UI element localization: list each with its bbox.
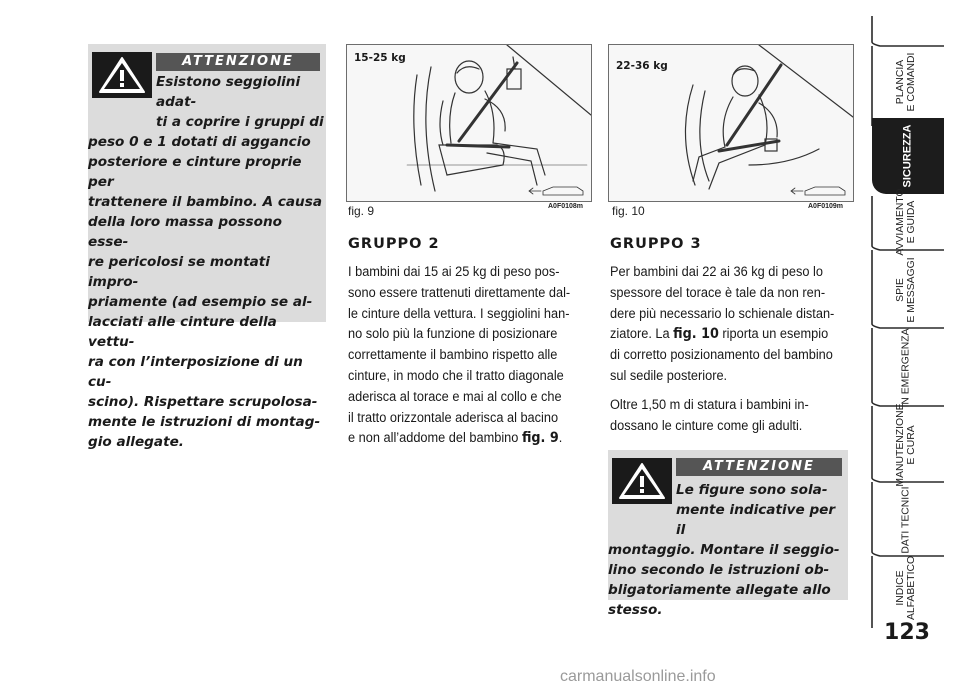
nav-tab-label: DATI TECNICI (900, 486, 912, 554)
page-number: 123 (884, 620, 930, 645)
warning-line: re pericolosi se montati impro- (88, 254, 270, 290)
paragraph-line: spessore del torace è tale da non ren- (610, 284, 826, 301)
figure-10-code: A0F0109m (808, 203, 844, 210)
nav-tab-dati-tecnici[interactable] (870, 484, 942, 556)
nav-tab-label: PLANCIA E COMANDI (895, 52, 917, 112)
warning-line: mente indicative per il (676, 502, 836, 538)
watermark: carmanualsonline.info (560, 668, 716, 685)
figure-9-weight-label: 15-25 kg (354, 52, 406, 64)
nav-tab-in-emergenza[interactable] (870, 330, 942, 406)
warning-box-left (88, 44, 326, 450)
paragraph-line: dere più necessario lo schienale distan- (610, 305, 835, 322)
warning-title: ATTENZIONE (676, 458, 842, 476)
gruppo-2-paragraph (348, 262, 591, 449)
gruppo-3-paragraph (610, 262, 853, 436)
nav-tab-sicurezza[interactable] (872, 118, 944, 194)
warning-line: montaggio. Montare il seggio- (608, 542, 840, 558)
nav-tab-indice-alfabetico[interactable] (870, 556, 942, 620)
warning-line: mente le istruzioni di montag- (88, 414, 321, 430)
paragraph-line: le cinture della vettura. I seggiolini han- (348, 305, 570, 322)
section-title-gruppo-2: GRUPPO 2 (348, 236, 440, 252)
warning-line: Esistono seggiolini adat- (156, 74, 301, 110)
paragraph-line: correttamente il bambino rispetto alle (348, 347, 558, 364)
warning-line: stesso. (608, 602, 663, 618)
paragraph-line: di corretto posizionamento del bambino (610, 347, 833, 364)
nav-tab-label: SICUREZZA (901, 124, 914, 188)
paragraph-line: cinture, in modo che il tratto diagonale (348, 367, 564, 384)
warning-line: scino). Rispettare scrupolosa- (88, 394, 318, 410)
paragraph-text: ziatore. La (610, 326, 670, 343)
paragraph-line: Per bambini dai 22 ai 36 kg di peso lo (610, 264, 823, 280)
warning-text (608, 480, 846, 620)
paragraph-line: sono essere trattenuti direttamente dal- (348, 284, 571, 301)
paragraph-line: sul sedile posteriore. (610, 367, 728, 384)
warning-text (88, 72, 324, 452)
nav-tab-label: INDICE ALFABETICO (895, 555, 917, 621)
figure-9-illustration (346, 44, 592, 202)
warning-box-right (608, 450, 848, 618)
warning-line: lino secondo le istruzioni ob- (608, 562, 830, 578)
child-seat-group2-drawing (347, 45, 591, 201)
figure-9-caption: fig. 9 (348, 204, 375, 218)
nav-tab-label: SPIE E MESSAGGI (895, 257, 917, 323)
nav-tab-label: AVVIAMENTO E GUIDA (895, 188, 917, 256)
nav-tab-label: MANUTENZIONE E CURA (895, 403, 917, 487)
warning-line: posteriore e cinture proprie per (88, 154, 302, 190)
figure-reference: fig. 10 (673, 326, 719, 343)
warning-line: priamente (ad esempio se al- (88, 294, 313, 310)
figure-9-code: A0F0108m (548, 203, 584, 210)
paragraph-line: no solo più la funzione di posizionare (348, 326, 558, 343)
warning-title: ATTENZIONE (156, 53, 320, 71)
warning-line: bligatoriamente allegate allo (608, 582, 831, 598)
warning-line: della loro massa possono esse- (88, 214, 282, 250)
warning-line: ti a coprire i gruppi di (156, 114, 324, 130)
warning-line: ra con l’interposizione di un cu- (88, 354, 303, 390)
figure-reference: fig. 9 (521, 430, 559, 447)
warning-line: Le figure sono sola- (676, 482, 828, 498)
nav-tab-label: IN EMERGENZA (900, 328, 912, 408)
nav-tab-spie-e-messaggi[interactable] (870, 252, 942, 328)
warning-line: lacciati alle cinture della vettu- (88, 314, 277, 350)
warning-line: peso 0 e 1 dotati di aggancio (88, 134, 311, 150)
paragraph-line (610, 324, 853, 345)
paragraph-line: dossano le cinture come gli adulti. (610, 417, 803, 434)
warning-line: trattenere il bambino. A causa (88, 194, 322, 210)
paragraph-end: . (558, 430, 563, 447)
paragraph-text: riporta un esempio (722, 326, 829, 343)
figure-10-caption: fig. 10 (612, 204, 645, 218)
paragraph-line: il tratto orizzontale aderisca al bacino (348, 409, 559, 426)
figure-10-weight-label: 22-36 kg (616, 60, 668, 72)
paragraph-line: I bambini dai 15 ai 25 kg di peso pos- (348, 264, 560, 280)
paragraph-text: e non all’addome del bambino (348, 430, 519, 447)
paragraph-line (348, 428, 591, 449)
paragraph-line: aderisca al torace e mai al collo e che (348, 388, 562, 405)
paragraph-line: Oltre 1,50 m di statura i bambini in- (610, 396, 809, 413)
nav-tab-avviamento-e-guida[interactable] (870, 188, 942, 256)
nav-tab-plancia-e-comandi[interactable] (870, 42, 942, 122)
nav-tab-manutenzione-e-cura[interactable] (870, 403, 942, 487)
section-title-gruppo-3: GRUPPO 3 (610, 236, 702, 252)
warning-line: gio allegate. (88, 434, 184, 450)
